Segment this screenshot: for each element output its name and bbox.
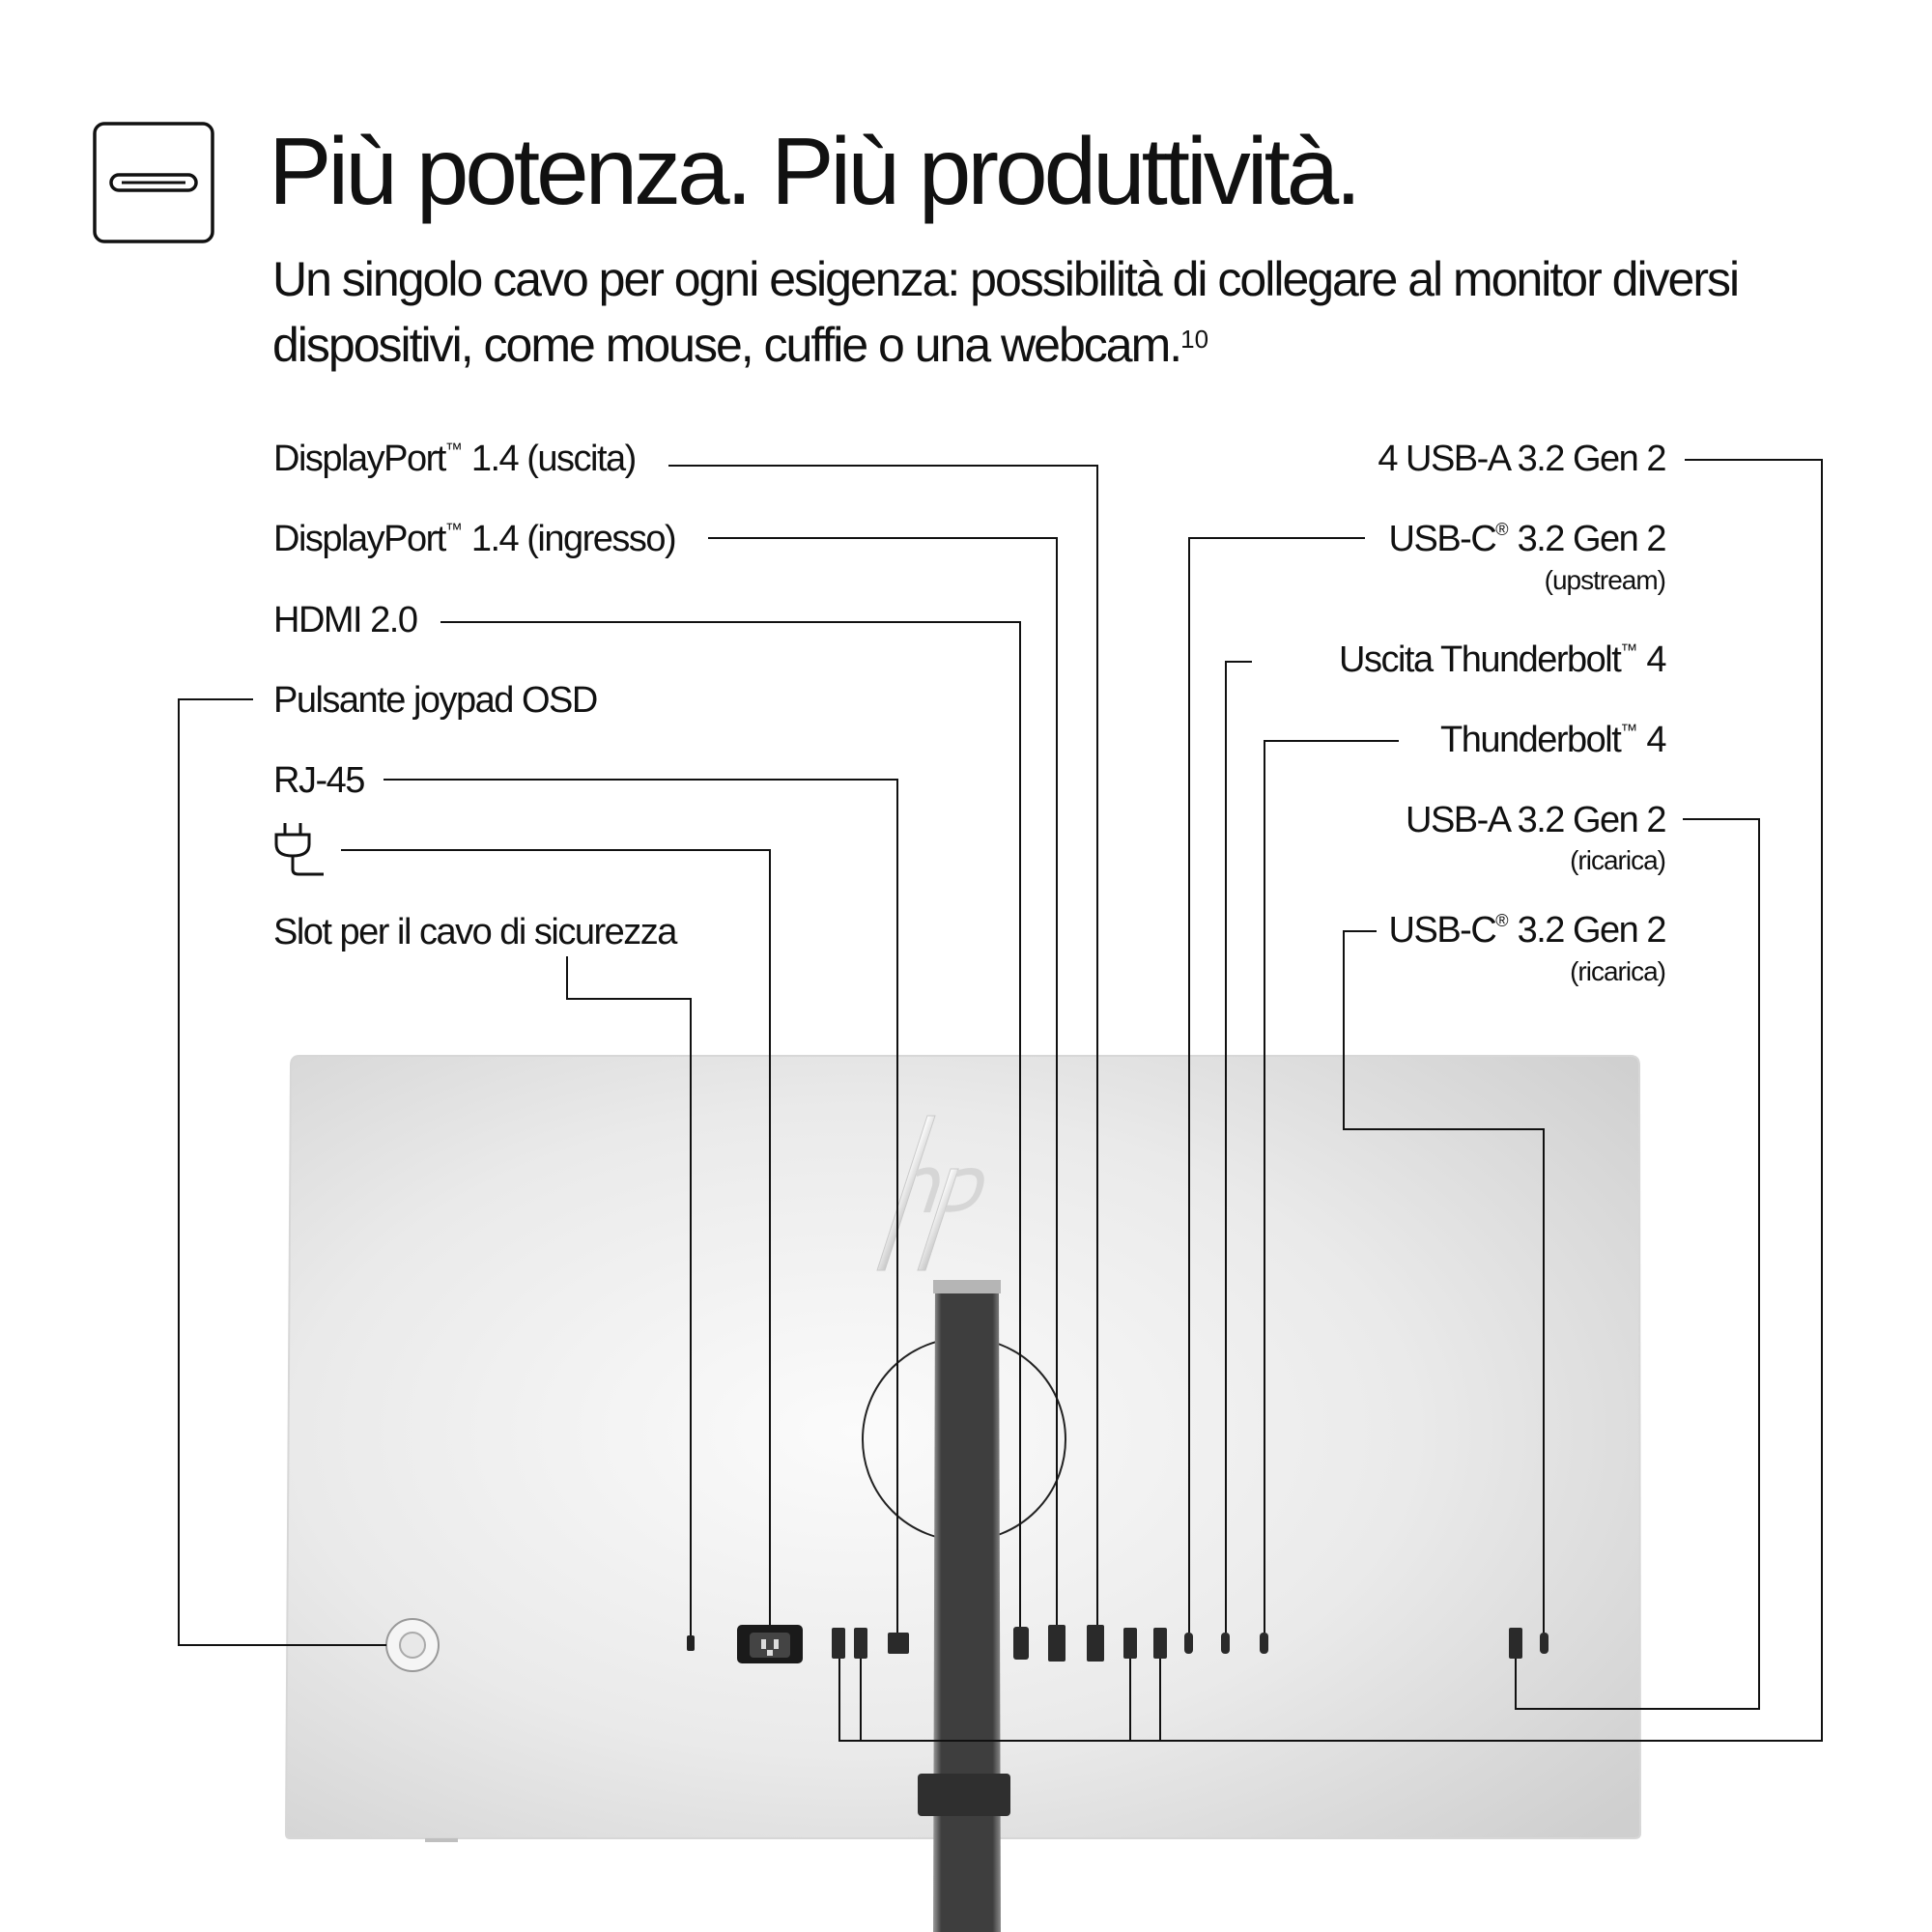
label-text: 4 [1637, 639, 1665, 680]
thunderbolt-out-port [1221, 1633, 1230, 1654]
security-slot [687, 1635, 695, 1651]
hdmi-port [1013, 1627, 1029, 1660]
usb-a-port [854, 1628, 867, 1659]
label-usb-c-charging-sub: (ricarica) [1570, 956, 1665, 986]
trademark-mark: ™ [1620, 721, 1638, 740]
trademark-mark: ™ [444, 440, 463, 459]
label-text: 1.4 (uscita) [462, 439, 636, 479]
osd-joypad-button [386, 1619, 439, 1671]
label-text: DisplayPort [273, 439, 445, 479]
label-osd-joypad: Pulsante joypad OSD [273, 680, 597, 721]
displayport-out-port [1087, 1625, 1104, 1662]
usb-c-upstream-port [1184, 1633, 1193, 1654]
label-text: 3.2 Gen 2 [1508, 910, 1665, 951]
label-usb-a-charging-sub: (ricarica) [1570, 845, 1665, 875]
label-text: Thunderbolt [1439, 720, 1621, 760]
label-security-slot: Slot per il cavo di sicurezza [273, 912, 676, 952]
label-usb-c-upstream-sub: (upstream) [1544, 565, 1665, 595]
trademark-mark: ™ [1620, 640, 1638, 660]
label-usb-a-charging: USB-A 3.2 Gen 2 [1406, 800, 1665, 840]
displayport-in-port [1048, 1625, 1065, 1662]
power-port [737, 1625, 803, 1663]
label-text: DisplayPort [273, 519, 445, 559]
usb-c-charging-port [1540, 1633, 1548, 1654]
label-text: USB-C [1388, 519, 1496, 559]
thunderbolt-port [1260, 1633, 1268, 1654]
rj45-port [888, 1633, 909, 1654]
label-text: 3.2 Gen 2 [1508, 519, 1665, 559]
usb-a-port [1123, 1628, 1137, 1659]
label-text: 1.4 (ingresso) [462, 519, 676, 559]
label-text: Uscita Thunderbolt [1339, 639, 1621, 680]
label-usb-a-4x: 4 USB-A 3.2 Gen 2 [1378, 439, 1665, 479]
usb-a-charging-port [1509, 1628, 1522, 1659]
registered-mark: ® [1495, 520, 1509, 539]
label-text: 4 [1637, 720, 1665, 760]
label-hdmi: HDMI 2.0 [273, 600, 417, 640]
subtitle-text: Un singolo cavo per ogni esigenza: possibilità di collegare al monitor diversi dispositivi, come mouse, cuffie o una webcam. [272, 252, 1739, 372]
trademark-mark: ™ [444, 520, 463, 539]
usb-a-port [832, 1628, 845, 1659]
label-text: USB-C [1388, 910, 1496, 951]
page-title: Più potenza. Più produttività. [269, 118, 1358, 224]
label-rj45: RJ-45 [273, 760, 364, 801]
usb-a-port [1153, 1628, 1167, 1659]
registered-mark: ® [1495, 911, 1509, 930]
footnote-marker: 10 [1180, 325, 1209, 354]
